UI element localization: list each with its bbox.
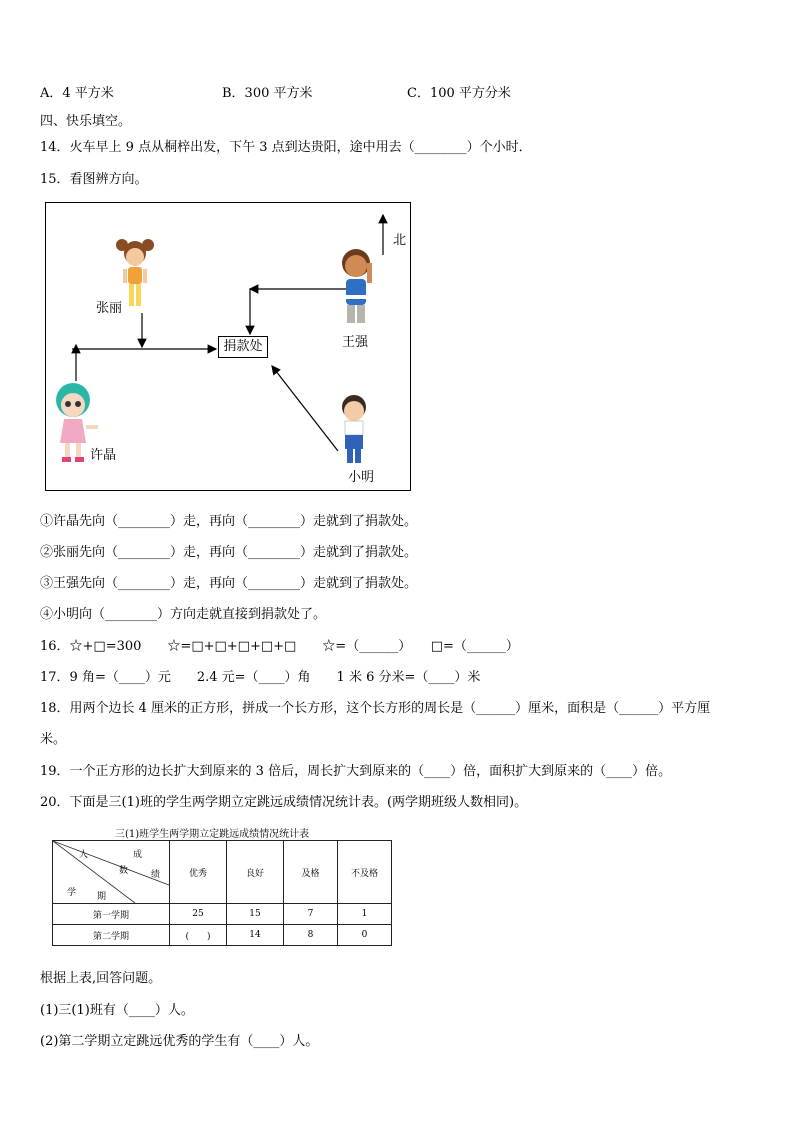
zhangli-figure — [116, 239, 154, 306]
question-16: 16．☆+□=300 ☆=□+□+□+□+□ ☆=（______） □=（______） — [40, 639, 519, 654]
col-good: 良好 — [227, 841, 284, 904]
table-cell: 25 — [170, 904, 227, 925]
col-excellent: 优秀 — [170, 841, 227, 904]
question-17: 17．9 角=（____）元 2.4 元=（____）角 1 米 6 分米=（____）米 — [40, 670, 481, 685]
q15-item-3: ③王强先向（________）走，再向（________）走就到了捐款处。 — [40, 576, 418, 591]
q15-item-1: ①许晶先向（________）走，再向（________）走就到了捐款处。 — [40, 514, 418, 529]
corner-xue: 学 — [67, 888, 77, 898]
row-label: 第一学期 — [53, 904, 170, 925]
question-18-line-1: 18．用两个边长 4 厘米的正方形，拼成一个长方形，这个长方形的周长是（______）厘米，面积是（______）平方厘 — [40, 701, 711, 716]
question-19: 19．一个正方形的边长扩大到原来的 3 倍后，周长扩大到原来的（____）倍，面积扩大到原来的（____）倍。 — [40, 764, 672, 779]
corner-cheng: 成 — [133, 850, 143, 860]
donation-point-box: 捐款处 — [218, 336, 268, 358]
stats-table — [52, 840, 392, 946]
sub-question-1: (1)三(1)班有（____）人。 — [40, 1003, 194, 1018]
wangqiang-label: 王强 — [342, 335, 369, 350]
question-15: 15．看图辨方向。 — [40, 172, 148, 187]
wangqiang-figure — [342, 249, 372, 323]
xiaoming-label: 小明 — [348, 470, 375, 485]
option-b: B．300 平方米 — [222, 86, 313, 101]
option-a: A．4 平方米 — [40, 86, 114, 101]
table-cell: 7 — [284, 904, 338, 925]
question-18-line-2: 米。 — [40, 732, 67, 747]
row-label: 第二学期 — [53, 925, 170, 946]
xiaoming-figure — [342, 395, 366, 463]
corner-shu: 数 — [119, 866, 129, 876]
north-label: 北 — [393, 233, 407, 248]
question-20: 20．下面是三(1)班的学生两学期立定跳远成绩情况统计表。(两学期班级人数相同)。 — [40, 795, 528, 810]
table-row — [53, 925, 392, 946]
section-heading: 四、快乐填空。 — [40, 114, 132, 129]
table-cell: 8 — [284, 925, 338, 946]
table-header-row — [53, 841, 392, 904]
table-title: 三(1)班学生两学期立定跳远成绩情况统计表 — [115, 829, 310, 840]
corner-ji: 绩 — [151, 870, 161, 880]
zhangli-label: 张丽 — [96, 301, 123, 316]
sub-question-2: (2)第二学期立定跳远优秀的学生有（____）人。 — [40, 1034, 319, 1049]
table-cell: 0 — [338, 925, 392, 946]
table-cell: 15 — [227, 904, 284, 925]
q15-item-4: ④小明向（________）方向走就直接到捐款处了。 — [40, 607, 327, 622]
table-row — [53, 904, 392, 925]
option-c: C．100 平方分米 — [407, 86, 511, 101]
corner-qi: 期 — [97, 892, 107, 902]
direction-diagram — [45, 202, 411, 491]
q15-item-2: ②张丽先向（________）走，再向（________）走就到了捐款处。 — [40, 545, 418, 560]
xujing-label: 许晶 — [90, 448, 117, 463]
col-fail: 不及格 — [338, 841, 392, 904]
table-corner-cell — [53, 841, 170, 904]
corner-ren: 人 — [79, 850, 89, 860]
table-cell: ( ) — [170, 925, 227, 946]
table-cell: 14 — [227, 925, 284, 946]
col-pass: 及格 — [284, 841, 338, 904]
question-14: 14．火车早上 9 点从桐梓出发，下午 3 点到达贵阳，途中用去（________）个小时． — [40, 140, 532, 155]
table-cell: 1 — [338, 904, 392, 925]
xiaoming-arrow — [272, 366, 338, 451]
answer-intro: 根据上表,回答问题。 — [40, 971, 162, 986]
